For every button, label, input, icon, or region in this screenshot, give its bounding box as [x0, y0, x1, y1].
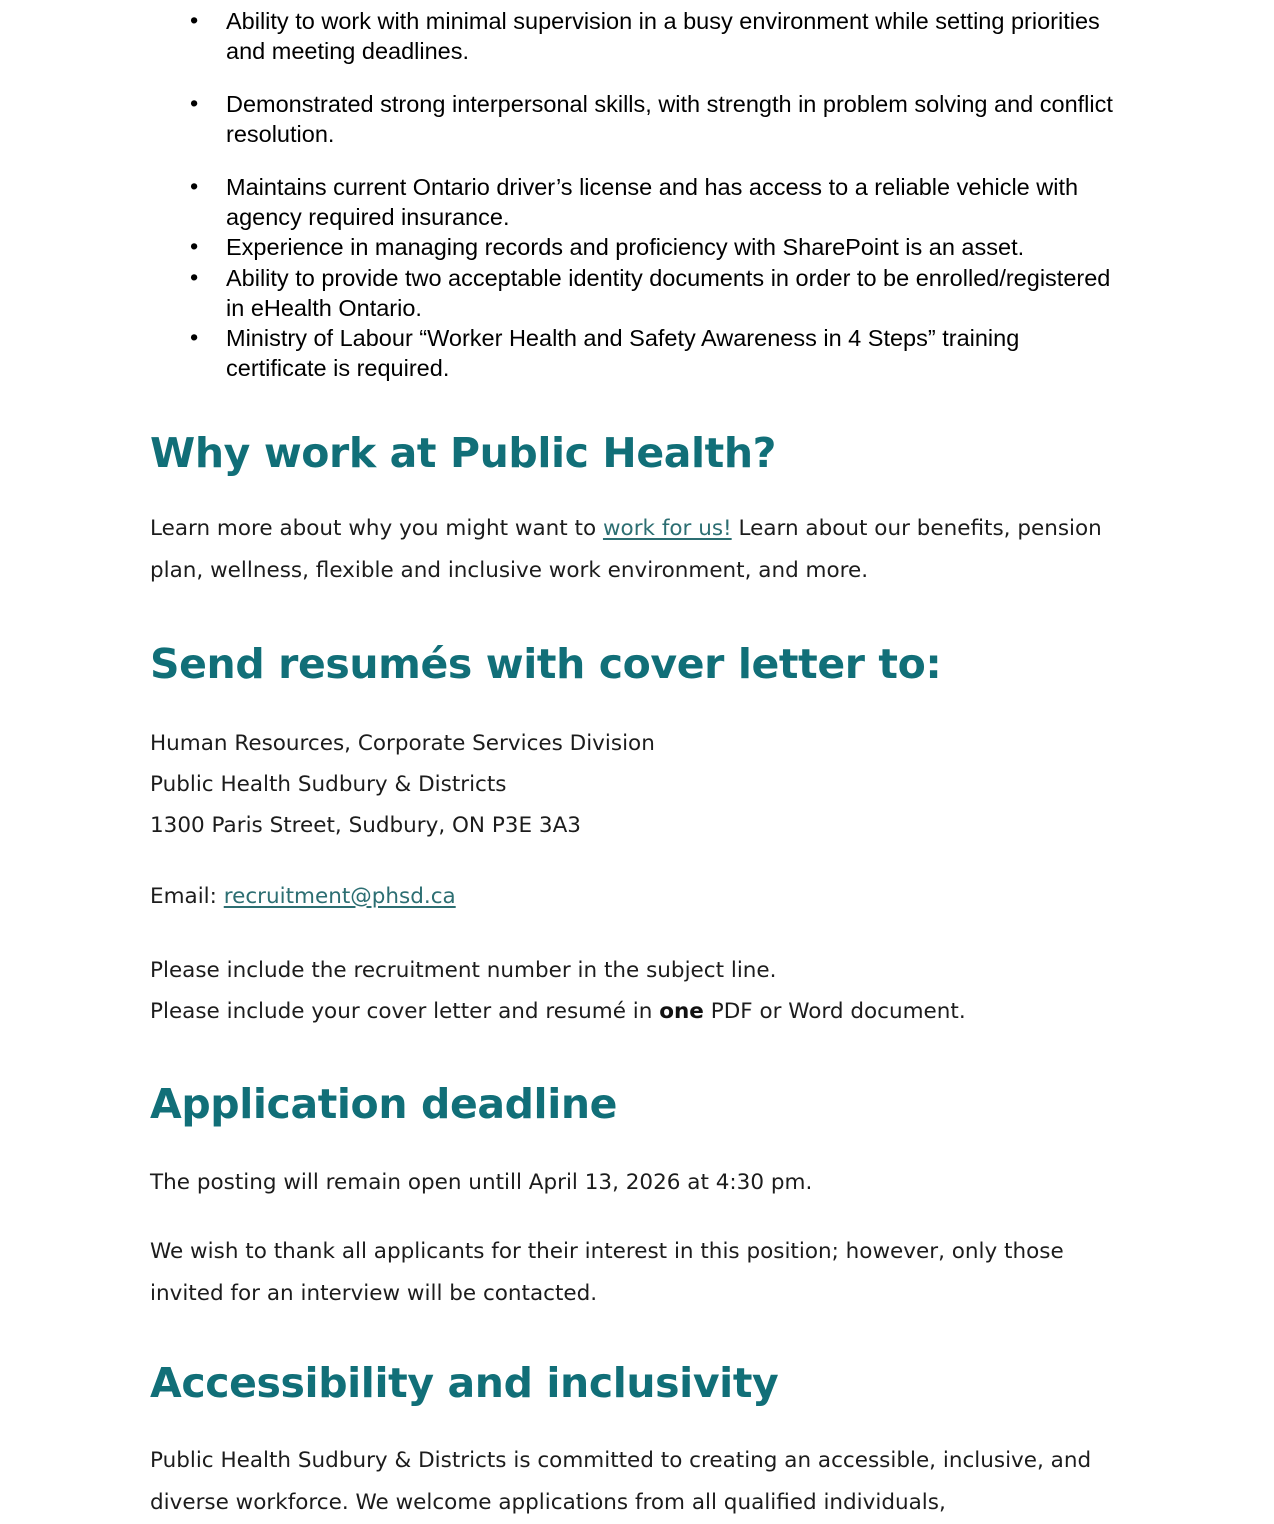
list-item: • Demonstrated strong interpersonal skills, with strength in problem solving and conflict resolution. [150, 89, 1124, 149]
why-work-paragraph [150, 508, 1124, 592]
instruction-subject-line: Please include the recruitment number in the subject line. [150, 958, 777, 984]
work-for-us-link[interactable]: work for us! [602, 515, 732, 541]
thank-you-text: We wish to thank all applicants for their interest in this position; however, only those invited for an interview will be contacted. [150, 1239, 1064, 1307]
instruction-doc-after: PDF or Word document. [703, 998, 966, 1024]
why-work-text-after: Learn about our benefits, pension plan, wellness, flexible and inclusive work environment, and more. [150, 515, 1102, 583]
address-line: Public Health Sudbury & Districts [150, 772, 507, 798]
recruitment-email-link[interactable]: recruitment@phsd.ca [223, 883, 456, 909]
instruction-doc-emphasis: one [659, 998, 704, 1024]
list-item: • Ability to provide two acceptable identity documents in order to be enrolled/registered in eHealth Ontario. [150, 263, 1124, 323]
section-heading-accessibility: Accessibility and inclusivity [150, 1359, 779, 1408]
list-item: • Ministry of Labour “Worker Health and Safety Awareness in 4 Steps” training certificate is required. [150, 323, 1124, 383]
requirements-list [150, 0, 1124, 383]
section-heading-application-deadline: Application deadline [150, 1079, 618, 1128]
address-line: Human Resources, Corporate Services Division [150, 730, 655, 756]
instruction-doc-before: Please include your cover letter and resumé in [150, 998, 660, 1024]
section-heading-send-resumes: Send resumés with cover letter to: [150, 639, 942, 688]
address-line: 1300 Paris Street, Sudbury, ON P3E 3A3 [150, 813, 581, 839]
accessibility-text: Public Health Sudbury & Districts is committed to creating an accessible, inclusive, and diverse workforce. We welcome applications from all qualified individuals, [150, 1448, 1092, 1516]
section-heading-why-work: Why work at Public Health? [150, 428, 777, 477]
list-item: • Ability to work with minimal supervision in a busy environment while setting priorities and meeting deadlines. [150, 6, 1124, 66]
address-block [150, 723, 1124, 847]
instruction-document-line [150, 992, 1124, 1032]
email-line [150, 877, 1124, 917]
email-label: Email: [150, 883, 224, 909]
deadline-text: The posting will remain open untill April 13, 2026 at 4:30 pm. [150, 1170, 813, 1195]
list-item: • Maintains current Ontario driver’s license and has access to a reliable vehicle with agency required insurance. [150, 172, 1124, 232]
why-work-text-before: Learn more about why you might want to [150, 515, 603, 541]
list-item: • Experience in managing records and proficiency with SharePoint is an asset. [150, 232, 1124, 262]
